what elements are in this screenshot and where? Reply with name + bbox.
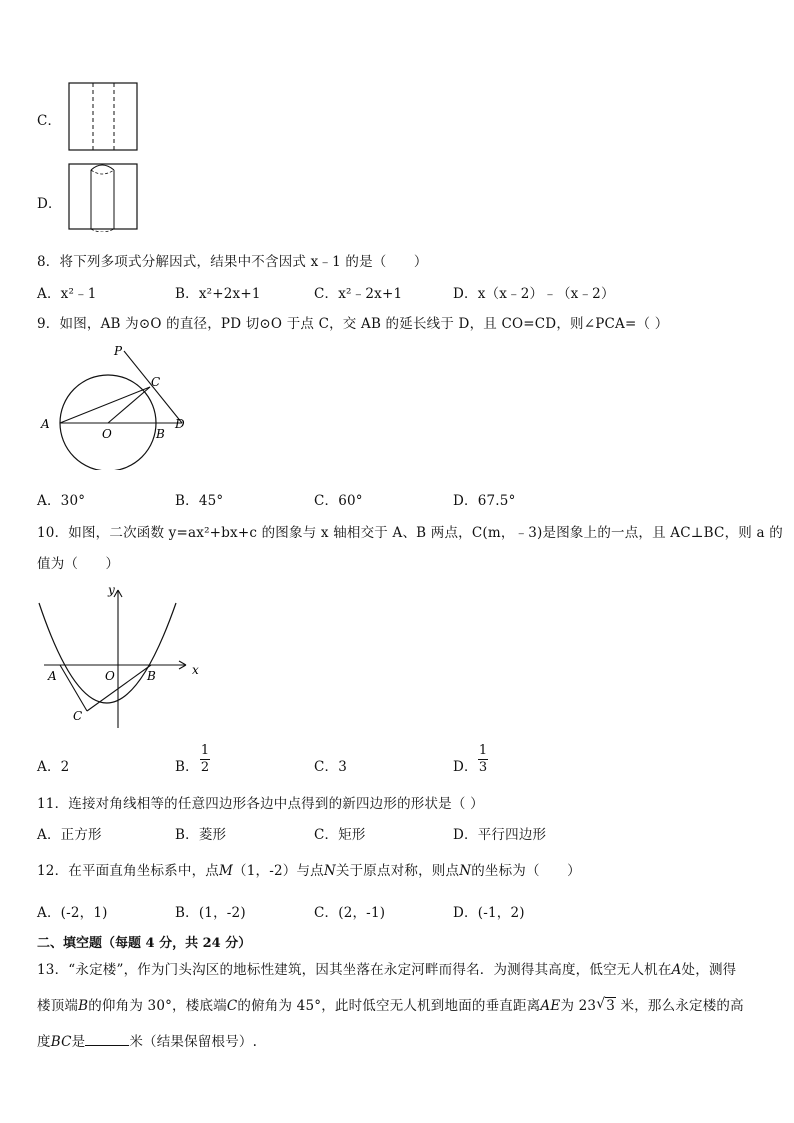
q12-stem [37, 859, 581, 879]
q12-stem-post: 的坐标为（ ） [471, 863, 581, 879]
q9-option-d: D．67.5° [453, 493, 516, 509]
q12-option-b: B．(1，-2) [175, 905, 246, 921]
q10-option-a: A．2 [37, 759, 70, 775]
q10-label-a: A [48, 669, 57, 683]
q9-circle-figure [36, 340, 196, 470]
q9-option-a: A．30° [37, 493, 86, 509]
q12-point-m: M [218, 863, 234, 879]
q9-option-b: B．45° [175, 493, 224, 509]
q8-option-c: C．x²﹣2x+1 [314, 286, 403, 302]
q8-option-d: D．x（x﹣2）﹣（x﹣2） [453, 286, 615, 302]
q11-stem: 11．连接对角线相等的任意四边形各边中点得到的新四边形的形状是（ ） [37, 796, 484, 812]
q10-option-d-denominator: 3 [478, 760, 488, 775]
q12-point-n2: N [459, 863, 472, 879]
q13-line2-pre: 楼顶端 [37, 998, 79, 1014]
q11-option-b: B．菱形 [175, 827, 227, 843]
q9-stem: 9．如图，AB 为⊙O 的直径，PD 切⊙O 于点 C，交 AB 的延长线于 D，且 CO=CD，则∠PCA=（ ） [37, 316, 669, 332]
q8-option-a: A．x²﹣1 [37, 286, 97, 302]
q10-stem-line2: 值为（ ） [37, 556, 120, 572]
q9-label-d: D [175, 417, 185, 431]
option-c-figure [66, 82, 140, 152]
q10-label-o: O [105, 669, 115, 683]
q10-option-d-label: D． [453, 759, 478, 775]
q13-point-b: B [78, 998, 89, 1014]
q13-line2-post: 米，那么永定楼的高 [616, 998, 744, 1014]
q12-stem-pre: 12．在平面直角坐标系中，点 [37, 863, 219, 879]
q9-label-b: B [156, 427, 165, 441]
q10-label-y: y [108, 583, 115, 597]
q10-option-d-fraction [478, 743, 488, 776]
q12-stem-mid2: 关于原点对称，则点 [335, 863, 460, 879]
option-d-figure [66, 160, 140, 232]
q11-option-d: D．平行四边形 [453, 827, 547, 843]
q13-point-c: C [226, 998, 238, 1014]
q12-point-n: N [323, 863, 336, 879]
q9-label-c: C [151, 375, 161, 389]
q11-option-a: A．正方形 [37, 827, 102, 843]
option-c-label: C． [37, 113, 62, 129]
q9-label-o: O [102, 427, 112, 441]
q10-option-d-numerator: 1 [478, 743, 488, 758]
q11-option-c: C．矩形 [314, 827, 366, 843]
q10-option-b-denominator: 2 [200, 760, 210, 775]
q9-label-p: P [114, 344, 123, 358]
q12-stem-mid: （1，-2）与点 [233, 863, 324, 879]
q13-line3-post: 米（结果保留根号）. [129, 1034, 258, 1050]
q10-option-b-label: B． [175, 759, 199, 775]
q13-line1-post: 处，测得 [681, 962, 737, 978]
q13-line1 [37, 958, 736, 978]
q10-option-b-fraction [200, 743, 210, 776]
q13-point-a: A [671, 962, 682, 978]
q13-sqrt: √ 3 [596, 996, 616, 1014]
q13-segment-ae: AE [540, 998, 561, 1014]
q9-label-a: A [41, 417, 50, 431]
q12-option-d: D．(-1，2) [453, 905, 525, 921]
q8-option-b: B．x²+2x+1 [175, 286, 261, 302]
q10-label-c: C [73, 709, 83, 723]
q13-line3 [37, 1030, 257, 1050]
q13-line3-pre: 度 [37, 1034, 51, 1050]
q8-stem: 8．将下列多项式分解因式，结果中不含因式 x﹣1 的是（ ） [37, 254, 428, 270]
q13-segment-bc: BC [50, 1034, 72, 1050]
q9-option-c: C．60° [314, 493, 363, 509]
q10-label-b: B [147, 669, 156, 683]
q13-line2-mid: 的仰角为 30°，楼底端 [88, 998, 227, 1014]
q10-stem-line1: 10．如图，二次函数 y=ax²+bx+c 的图象与 x 轴相交于 A、B 两点，C(m，﹣3)是图象上的一点，且 AC⊥BC，则 a 的 [37, 525, 783, 541]
q13-line2 [37, 994, 744, 1014]
q12-option-c: C．(2，-1) [314, 905, 386, 921]
q10-option-b-numerator: 1 [200, 743, 210, 758]
q13-answer-blank[interactable] [85, 1033, 129, 1046]
option-d-label: D． [37, 196, 62, 212]
q13-line3-mid: 是 [71, 1034, 86, 1050]
q13-line2-mid2: 的俯角为 45°，此时低空无人机到地面的垂直距离 [237, 998, 541, 1014]
q12-option-a: A．(-2，1) [37, 905, 108, 921]
q10-option-c: C．3 [314, 759, 348, 775]
section-2-heading: 二、填空题（每题 4 分，共 24 分） [37, 936, 252, 951]
q13-line1-pre: 13．“永定楼”，作为门头沟区的地标性建筑，因其坐落在永定河畔而得名．为测得其高度，低空无人机在 [37, 962, 672, 978]
q13-radicand: 3 [606, 998, 616, 1014]
q10-parabola-figure [36, 578, 212, 734]
q13-line2-mid3: 为 23 [560, 998, 597, 1014]
q10-label-x: x [192, 663, 199, 677]
